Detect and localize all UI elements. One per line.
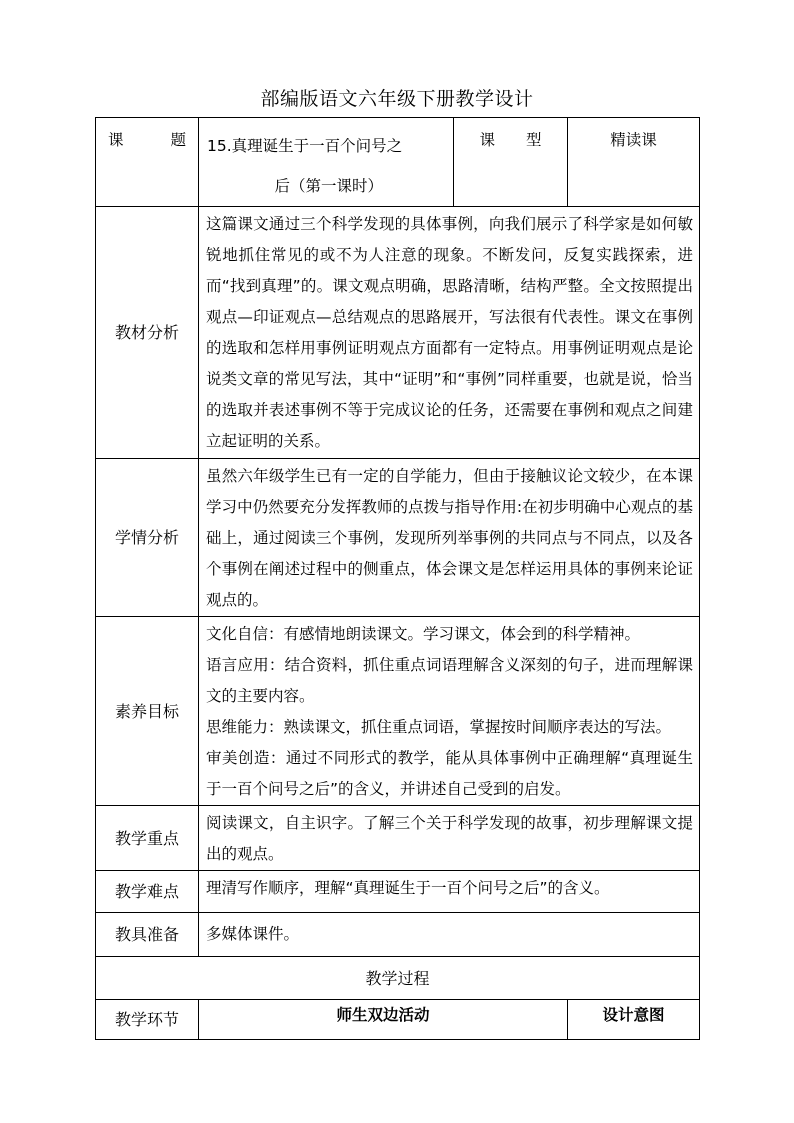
students-label: 学情分析 <box>96 459 199 617</box>
row-material <box>96 207 700 459</box>
type-value: 精读课 <box>568 118 700 207</box>
activity-header: 师生双边活动 <box>199 1000 568 1040</box>
tools-label: 教具准备 <box>96 913 199 957</box>
lesson-plan-table <box>95 117 700 1040</box>
goal-item: 语言应用：结合资料，抓住重点词语理解含义深刻的句子，进而理解课文的主要内容。 <box>206 656 693 705</box>
row-tools <box>96 913 700 957</box>
type-label: 课 型 <box>454 118 568 207</box>
row-process <box>96 957 700 1000</box>
row-topic <box>96 118 700 207</box>
difficulties-label: 教学难点 <box>96 871 199 913</box>
row-key-points <box>96 806 700 871</box>
goals-label: 素养目标 <box>96 617 199 806</box>
goal-item: 思维能力：熟读课文，抓住重点词语，掌握按时间顺序表达的写法。 <box>206 718 672 736</box>
row-difficulties <box>96 871 700 913</box>
topic-value-line2: 后（第一课时） <box>274 177 383 195</box>
document-title: 部编版语文六年级下册教学设计 <box>260 88 534 110</box>
row-goals <box>96 617 700 806</box>
key-points-label: 教学重点 <box>96 806 199 871</box>
goal-item: 审美创造：通过不同形式的教学，能从具体事例中正确理解“真理诞生于一百个问号之后”的含义，并讲述自己受到的启发。 <box>206 749 693 798</box>
row-students <box>96 459 700 617</box>
stages-label: 教学环节 <box>96 1000 199 1040</box>
topic-value-line1: 15.真理诞生于一百个问号之 <box>207 137 403 155</box>
goal-item: 文化自信：有感情地朗读课文。学习课文，体会到的科学精神。 <box>206 625 641 643</box>
topic-value <box>199 118 454 207</box>
material-text: 这篇课文通过三个科学发现的具体事例，向我们展示了科学家是如何敏锐地抓住常见的或不为人注意的现象。不断发问，反复实践探索，进而“找到真理”的。课文观点明确，思路清晰，结构严整。全文按照提出观点—印证观点—总结观点的思路展开，写法很有代表性。课文在事例的选取和怎样用事例证明观点方面都有一定特点。用事例证明观点是论说类文章的常见写法，其中“证明”和“事例”同样重要，也就是说，恰当的选取并表述事例不等于完成议论的任务，还需要在事例和观点之间建立起证明的关系。 <box>199 207 700 459</box>
row-stages <box>96 1000 700 1040</box>
difficulties-text: 理清写作顺序，理解“真理诞生于一百个问号之后”的含义。 <box>199 871 700 913</box>
intent-header: 设计意图 <box>568 1000 700 1040</box>
key-points-text: 阅读课文，自主识字。了解三个关于科学发现的故事，初步理解课文提出的观点。 <box>199 806 700 871</box>
students-text: 虽然六年级学生已有一定的自学能力，但由于接触议论文较少，在本课学习中仍然要充分发挥教师的点拨与指导作用:在初步明确中心观点的基础上，通过阅读三个事例，发现所列举事例的共同点与不同点，以及各个事例在阐述过程中的侧重点，体会课文是怎样运用具体的事例来论证观点的。 <box>199 459 700 617</box>
topic-label: 课 题 <box>96 118 199 207</box>
material-label: 教材分析 <box>96 207 199 459</box>
process-heading: 教学过程 <box>96 957 700 1000</box>
tools-text: 多媒体课件。 <box>199 913 700 957</box>
goals-list <box>199 617 700 806</box>
